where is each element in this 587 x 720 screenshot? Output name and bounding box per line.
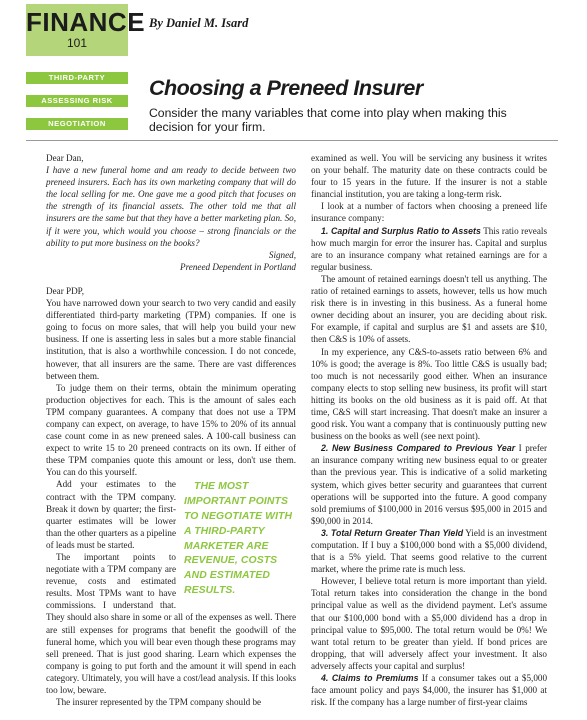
reply-paragraph: To judge them on their terms, obtain the minimum operating production objectives for each. This is the amount of sales each TPM company guarantees. A company that does not use a TPM company can expect, on average, to have 15% to 20% of its annual case count come in as new preneed sales. A 100-call business can expect to write 15 to 20 preneed contracts on its own. If either of these TPM companies quote this amount or less, don't use them. You can do this yourself. <box>46 382 296 478</box>
section-number: 101 <box>66 36 88 50</box>
byline: By Daniel M. Isard <box>149 16 249 30</box>
letter-signed: Signed, <box>268 249 296 260</box>
reply-paragraph: You have narrowed down your search to two very candid and easily differentiated third-party marketing (TPM) companies. If one is going to focus on more sales, that will help you build your new business. If one is asserting less in sales but a more stable financial institution, that is also a worthwhile concession. I do not concede, however, that all insurers are the same. There are vast differences between them. <box>46 298 296 381</box>
tag-negotiation: NEGOTIATION <box>26 118 128 130</box>
letter-signature: Preneed Dependent in Portland <box>180 261 296 272</box>
letter-salutation: Dear Dan, <box>46 153 84 163</box>
factor-heading: 2. New Business Compared to Previous Year <box>321 443 516 454</box>
body-paragraph: I look at a number of factors when choosing a preneed life insurance company: <box>311 201 547 224</box>
section-name: FINANCE <box>26 7 146 37</box>
body-paragraph: examined as well. You will be servicing any business it writes on your behalf. The maturity date on these contracts could be four to 15 years in the future. If the insurer is not a stable financial institution, you are taking a long-term risk. <box>311 153 547 200</box>
letter-body: I have a new funeral home and am ready to decide between two preneed insurers. Each has its own marketing company that will do the local selling for me. One gave me a good pitch that focuses on the strength of its financial assets. The other told me that all insurers are the same but that they have a better marketing plan. So, if it were you, which would you choose – strong financials or the ability to put more business on the books? <box>46 165 296 248</box>
factor-paragraph <box>311 442 547 527</box>
header-divider <box>26 140 558 141</box>
factor-text: I prefer an insurance company writing new business equal to or greater than the previous year. This is indicative of a solid marketing system, which gives better security and guarantees that current operations will be supported into the future. A good company sold premiums of $100,000 in 2016 versus $95,000 in 2015 and $90,000 in 2014. <box>311 443 547 526</box>
factor-heading: 4. Claims to Premiums <box>321 673 419 684</box>
factor-text: Yield is an investment computation. If I buy a $100,000 bond with a $5,000 dividend, that is a 5% yield. That seems good relative to the current market, where the prime rate is much less. <box>311 527 547 575</box>
reply-salutation: Dear PDP, <box>46 285 85 296</box>
factor-paragraph <box>311 672 547 708</box>
factor-text: This ratio reveals how much margin for error the insurer has. Capital and surplus are to an insurance company what retained earnings are for a regular business. <box>311 225 547 272</box>
section-badge <box>26 4 146 56</box>
tag-assessing-risk: ASSESSING RISK <box>26 95 128 107</box>
right-column <box>311 152 547 708</box>
factor-paragraph <box>311 527 547 575</box>
body-paragraph: The amount of retained earnings doesn't tell us anything. The ratio of retained earnings to assets, however, tells us how much risk there is in investing in this business. As a funeral home owner deciding about an insurer, you are deciding about risk. For example, if capital and surplus are $1 and assets are $10, then C&S is 10% of assets. <box>311 273 547 345</box>
topic-tags <box>26 72 128 141</box>
reply-paragraph: The important points to negotiate with a TPM company are revenue, costs and estimated results. Most TPMs want to have commissions. I understand that. They should also share in some or all of the expenses as well. There are still expenses for programs that benefit the goodwill of the funeral home, which you will bear even though these programs may sell preneed. That is just good sharing. Learn which expenses the company is going to put forth and the amount it will spend in each category. Ultimately, you will have a cost/lead analysis. If this looks too low, beware. <box>46 552 296 696</box>
pull-quote: THE MOST IMPORTANT POINTS TO NEGOTIATE WITH A THIRD-PARTY MARKETER ARE REVENUE, COSTS AND ESTIMATED RESULTS. <box>184 481 293 597</box>
factor-heading: 1. Capital and Surplus Ratio to Assets <box>321 225 481 236</box>
article-title: Choosing a Preneed Insurer <box>149 76 423 100</box>
body-paragraph: However, I believe total return is more important than yield. Total return takes into consideration the change in the bond principal value as well as the dividend payment. Let's assume that our $100,000 bond with a $5,000 dividend has a drop in principal value to $95,000. The total return would be 0%! We want total return to be greater than yield. If bond prices are dropping, that will adversely affect your investment. It also adversely affects your capital and surplus! <box>311 576 547 671</box>
factor-paragraph <box>311 225 547 273</box>
left-column <box>46 152 296 708</box>
article-deck: Consider the many variables that come into play when making this decision for your firm. <box>149 106 507 134</box>
reply-paragraph: The insurer represented by the TPM company should be <box>56 697 262 708</box>
factor-text: If a consumer takes out a $5,000 face amount policy and pays $4,000, the insurer has $1,000 at risk. If the company has a large number of first-year claims <box>311 673 548 708</box>
tag-third-party-marketers: THIRD-PARTY MARKETERS <box>26 72 128 84</box>
reply-paragraph-text: Add your estimates to the contract with the TPM company. Break it down by quarter; the first-quarter estimates will be lower than the other quarters as a pipeline of leads must be started. <box>46 479 176 550</box>
reply-paragraph <box>46 478 296 597</box>
body-paragraph: In my experience, any C&S-to-assets ratio between 6% and 10% is good; the average is 8%. Too little C&S is usually bad; too much is not necessarily good either. When an insurance company elects to stop selling new business, its profit will start hitting its books on the old business as it is paid off. At that time, C&S will start increasing. That doesn't make an insurer a good risk. You want a company that is continuously putting new business on the books as well (see next point). <box>311 346 547 442</box>
factor-heading: 3. Total Return Greater Than Yield <box>321 527 464 538</box>
